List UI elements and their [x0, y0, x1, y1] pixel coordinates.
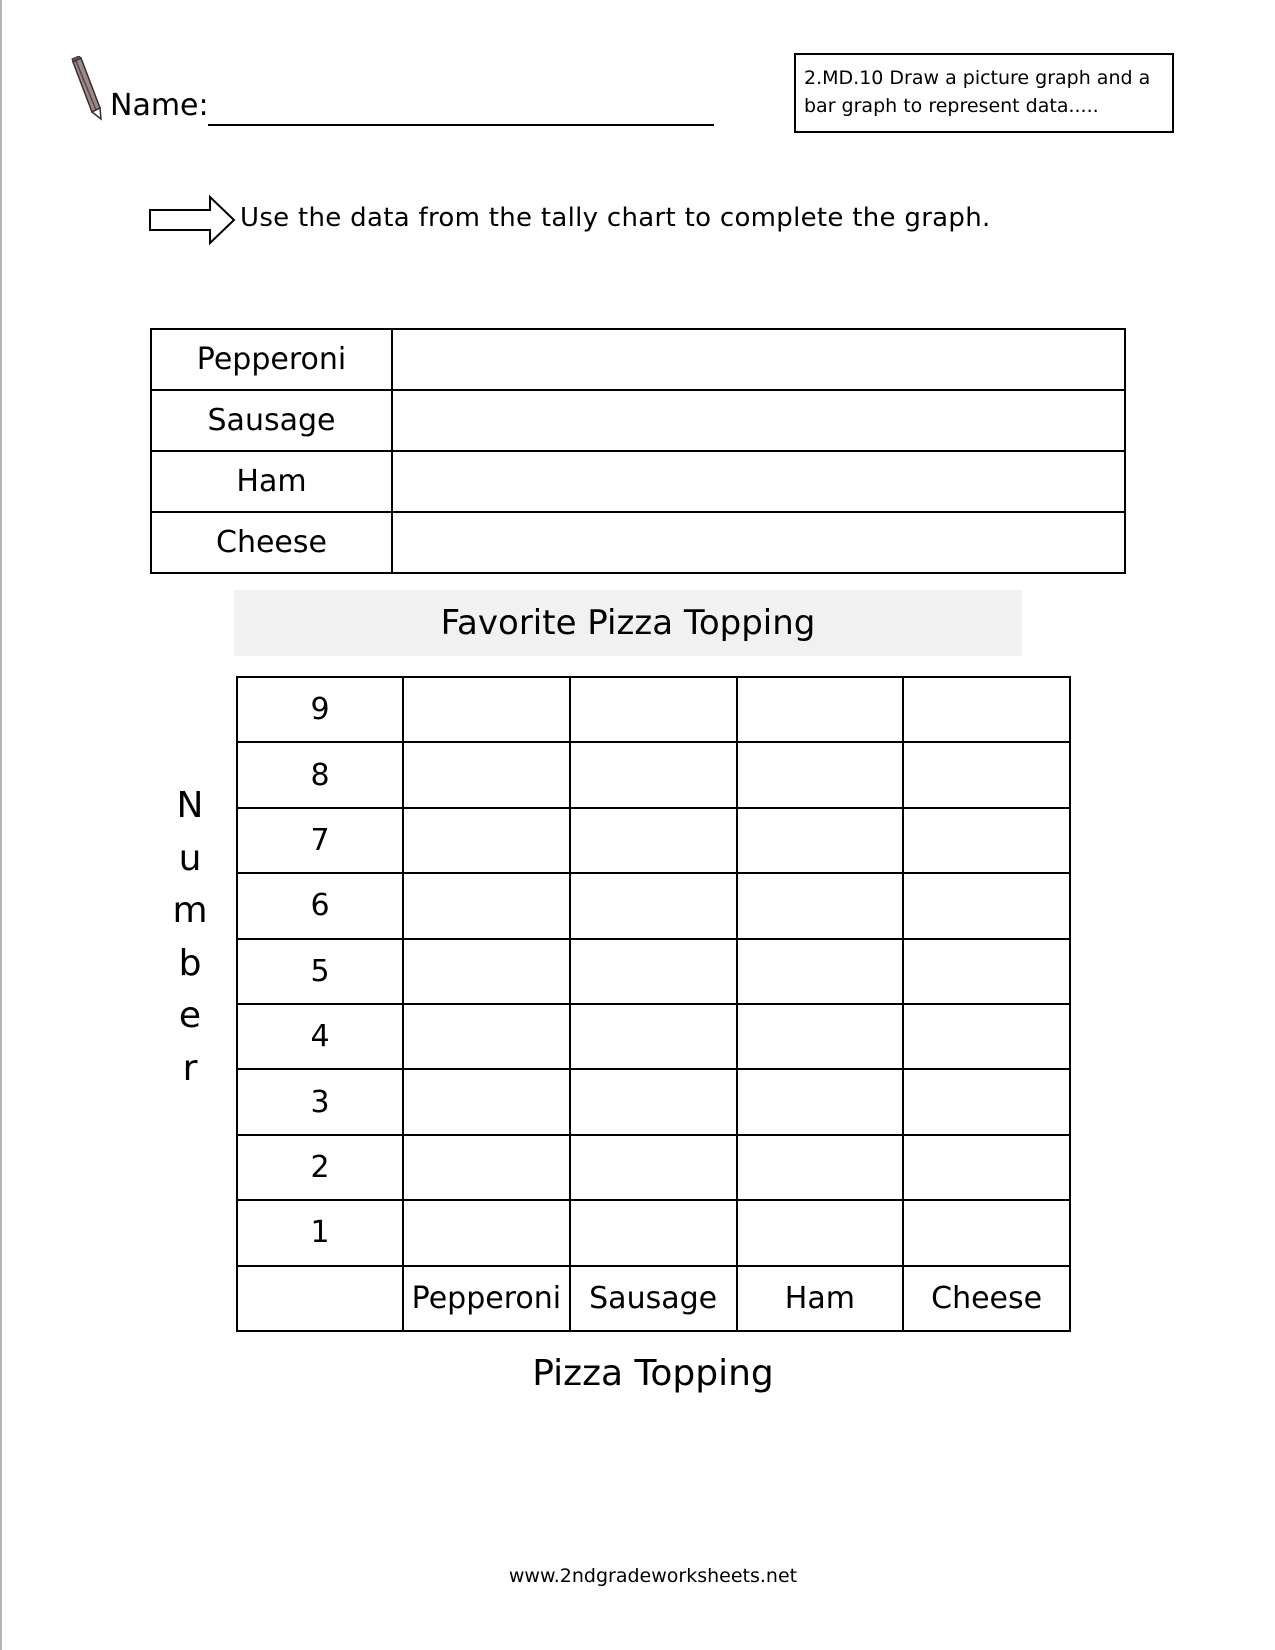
grid-cell[interactable]	[737, 808, 904, 873]
grid-cell[interactable]	[737, 1004, 904, 1069]
tally-cell[interactable]	[392, 451, 1125, 512]
grid-cell[interactable]	[903, 873, 1070, 938]
tally-row	[151, 329, 1125, 390]
right-arrow-icon	[148, 194, 238, 246]
grid-cell[interactable]	[403, 1135, 570, 1200]
grid-cell[interactable]	[903, 1004, 1070, 1069]
grid-cell[interactable]	[737, 939, 904, 1004]
tally-chart	[150, 328, 1126, 574]
pencil-icon	[70, 56, 110, 122]
grid-cell[interactable]	[737, 1069, 904, 1134]
tally-cell[interactable]	[392, 390, 1125, 451]
standard-box: 2.MD.10 Draw a picture graph and a bar graph to represent data.....	[794, 53, 1174, 133]
grid-cell[interactable]	[903, 677, 1070, 742]
y-axis-letter: m	[172, 890, 208, 931]
grid-cell[interactable]	[570, 939, 737, 1004]
y-tick-label: 3	[237, 1069, 403, 1134]
x-tick-label: Cheese	[903, 1266, 1070, 1331]
y-tick-label: 2	[237, 1135, 403, 1200]
grid-row	[237, 1004, 1070, 1069]
grid-cell[interactable]	[570, 677, 737, 742]
grid-cell[interactable]	[570, 1004, 737, 1069]
page-edge	[0, 0, 2, 1650]
grid-cell[interactable]	[737, 873, 904, 938]
y-axis-letter: b	[178, 942, 202, 984]
grid-row	[237, 742, 1070, 807]
grid-cell[interactable]	[903, 1200, 1070, 1265]
grid-cell[interactable]	[403, 939, 570, 1004]
grid-cell[interactable]	[570, 808, 737, 873]
grid-cell[interactable]	[403, 1004, 570, 1069]
grid-cell[interactable]	[570, 1135, 737, 1200]
grid-cell[interactable]	[737, 1200, 904, 1265]
y-tick-label: 1	[237, 1200, 403, 1265]
tally-label: Ham	[151, 451, 392, 512]
tally-row	[151, 390, 1125, 451]
grid-cell[interactable]	[570, 1200, 737, 1265]
chart-title: Favorite Pizza Topping	[234, 590, 1022, 656]
tally-row	[151, 512, 1125, 573]
y-axis-letter: r	[182, 1047, 198, 1089]
tally-label: Sausage	[151, 390, 392, 451]
grid-cell[interactable]	[403, 808, 570, 873]
grid-row	[237, 873, 1070, 938]
grid-row	[237, 1069, 1070, 1134]
x-tick-label: Ham	[737, 1266, 904, 1331]
grid-cell[interactable]	[737, 1135, 904, 1200]
y-tick-label: 4	[237, 1004, 403, 1069]
tally-label: Pepperoni	[151, 329, 392, 390]
y-axis-label	[168, 780, 212, 1095]
y-tick-label: 5	[237, 939, 403, 1004]
grid-cell[interactable]	[570, 1069, 737, 1134]
grid-cell[interactable]	[403, 1200, 570, 1265]
grid-cell[interactable]	[737, 677, 904, 742]
y-axis-letter: e	[178, 995, 202, 1036]
y-axis-letter: u	[178, 837, 202, 879]
y-tick-label: 7	[237, 808, 403, 873]
grid-cell[interactable]	[403, 1069, 570, 1134]
grid-cell[interactable]	[903, 939, 1070, 1004]
grid-cell[interactable]	[570, 873, 737, 938]
grid-cell[interactable]	[570, 742, 737, 807]
y-axis-letter: N	[176, 785, 204, 826]
grid-cell[interactable]	[403, 742, 570, 807]
grid-row	[237, 1200, 1070, 1265]
grid-cell[interactable]	[737, 742, 904, 807]
x-tick-label: Pepperoni	[403, 1266, 570, 1331]
grid-row	[237, 1135, 1070, 1200]
grid-cell[interactable]	[403, 677, 570, 742]
y-tick-label: 8	[237, 742, 403, 807]
grid-cell[interactable]	[903, 808, 1070, 873]
grid-cell[interactable]	[903, 742, 1070, 807]
grid-row	[237, 677, 1070, 742]
grid-corner-cell	[237, 1266, 403, 1331]
bar-graph-grid	[236, 676, 1071, 1332]
tally-cell[interactable]	[392, 512, 1125, 573]
name-label: Name:	[110, 88, 209, 123]
grid-row	[237, 939, 1070, 1004]
name-input-line[interactable]	[208, 124, 714, 126]
tally-row	[151, 451, 1125, 512]
tally-cell[interactable]	[392, 329, 1125, 390]
grid-cell[interactable]	[403, 873, 570, 938]
x-axis-label: Pizza Topping	[532, 1353, 774, 1394]
x-tick-row	[237, 1266, 1070, 1331]
tally-label: Cheese	[151, 512, 392, 573]
footer-url: www.2ndgradeworksheets.net	[508, 1565, 798, 1587]
grid-cell[interactable]	[903, 1069, 1070, 1134]
grid-cell[interactable]	[903, 1135, 1070, 1200]
y-tick-label: 6	[237, 873, 403, 938]
y-tick-label: 9	[237, 677, 403, 742]
grid-row	[237, 808, 1070, 873]
instruction-text: Use the data from the tally chart to complete the graph.	[240, 203, 991, 233]
x-tick-label: Sausage	[570, 1266, 737, 1331]
